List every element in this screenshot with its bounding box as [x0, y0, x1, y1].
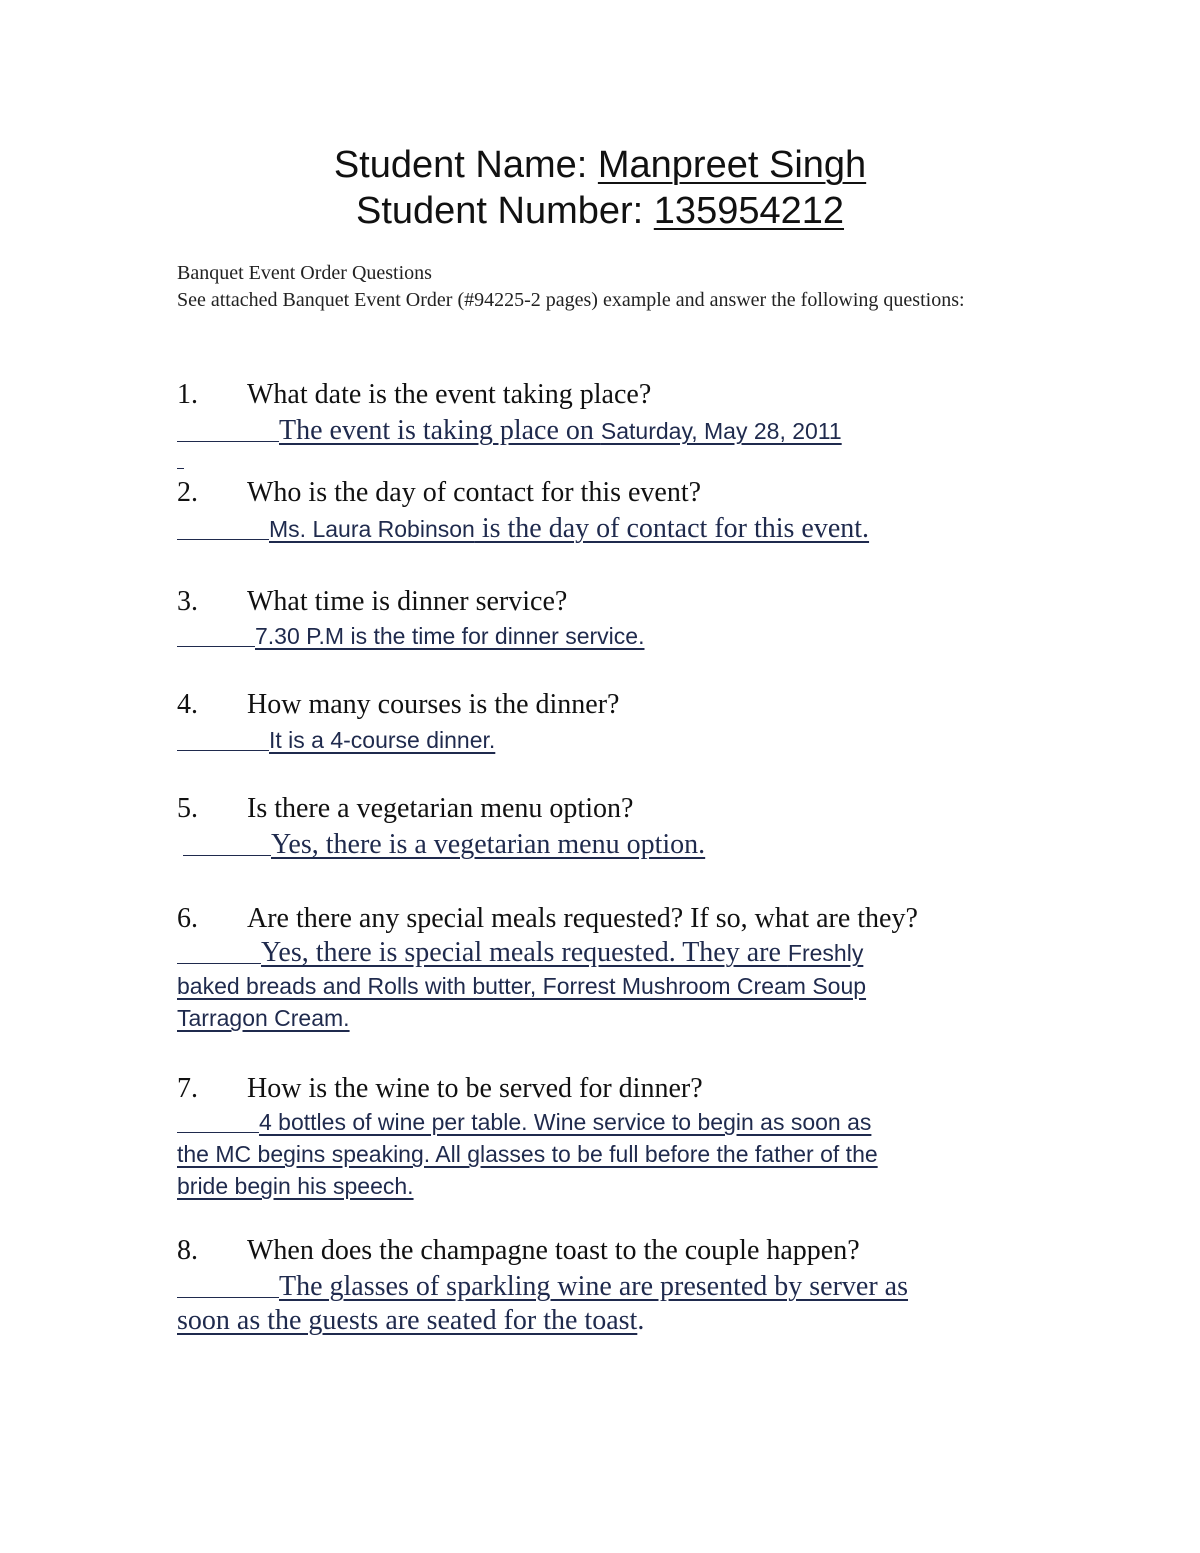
question-number: 6. [177, 903, 198, 934]
answer-text: the MC begins speaking. All glasses to be full before the father of the [177, 1141, 878, 1167]
question-2 [177, 476, 1077, 510]
answer-text: The event is taking place on [279, 415, 601, 446]
answer-8 [177, 1270, 1037, 1338]
answer-text: 4 bottles of wine per table. Wine service to begin as soon as [259, 1109, 872, 1135]
student-name-label: Student Name: [333, 144, 598, 186]
answer-text: Yes, there is a vegetarian menu option. [271, 829, 706, 860]
answer-4 [177, 724, 1037, 756]
student-number-label: Student Number: [355, 190, 654, 232]
question-number: 3. [177, 586, 198, 617]
answer-text: baked breads and Rolls with butter, Forrest Mushroom Cream Soup [177, 973, 867, 999]
intro-instructions: See attached Banquet Event Order (#94225-2 pages) example and answer the following questions: [177, 289, 965, 311]
answer-5 [183, 828, 1043, 862]
question-6 [177, 902, 1077, 936]
question-8 [177, 1234, 1077, 1268]
question-number: 4. [177, 689, 198, 720]
question-number: 1. [177, 379, 198, 410]
answer-text: Yes, there is special meals requested. They are [261, 937, 788, 968]
question-number: 7. [177, 1073, 198, 1104]
answer-text: 7.30 P.M is the time for dinner service. [255, 623, 645, 649]
question-7 [177, 1072, 1077, 1106]
question-5 [177, 792, 1077, 826]
answer-3 [177, 620, 1037, 652]
answer-1 [177, 414, 1037, 448]
question-text: Who is the day of contact for this event? [247, 477, 702, 508]
answer-text: is the day of contact for this event. [474, 513, 870, 544]
answer-text: . [637, 1305, 645, 1336]
question-1 [177, 378, 1077, 412]
answer-text: bride begin his speech. [177, 1173, 414, 1199]
answer-text: The glasses of sparkling wine are presented by server as [279, 1271, 909, 1302]
student-number-value: 135954212 [653, 190, 845, 232]
answer-2 [177, 512, 1037, 546]
answer-text: Freshly [787, 940, 864, 966]
question-text: How many courses is the dinner? [247, 689, 620, 720]
question-number: 8. [177, 1235, 198, 1266]
intro-title: Banquet Event Order Questions [177, 262, 432, 284]
question-number: 2. [177, 477, 198, 508]
student-number-line [0, 188, 1200, 234]
question-number: 5. [177, 793, 198, 824]
question-text: What time is dinner service? [247, 586, 568, 617]
answer-text: Saturday, May 28, 2011 [600, 418, 842, 444]
question-4 [177, 688, 1077, 722]
answer-6 [177, 936, 1037, 1034]
question-text: Are there any special meals requested? If so, what are they? [247, 903, 918, 934]
question-text: Is there a vegetarian menu option? [247, 793, 634, 824]
question-3 [177, 585, 1077, 619]
answer-text: Tarragon Cream. [177, 1005, 350, 1031]
answer-text: It is a 4-course dinner. [269, 727, 496, 753]
question-text: How is the wine to be served for dinner? [247, 1073, 703, 1104]
answer-text: soon as the guests are seated for the toast [177, 1305, 638, 1336]
question-text: What date is the event taking place? [247, 379, 652, 410]
student-name-value: Manpreet Singh [597, 144, 867, 186]
answer-7 [177, 1106, 1037, 1202]
student-name-line [0, 142, 1200, 188]
answer-text: Ms. Laura Robinson [269, 516, 475, 542]
stray-underline-mark [177, 468, 184, 469]
question-text: When does the champagne toast to the couple happen? [247, 1235, 860, 1266]
